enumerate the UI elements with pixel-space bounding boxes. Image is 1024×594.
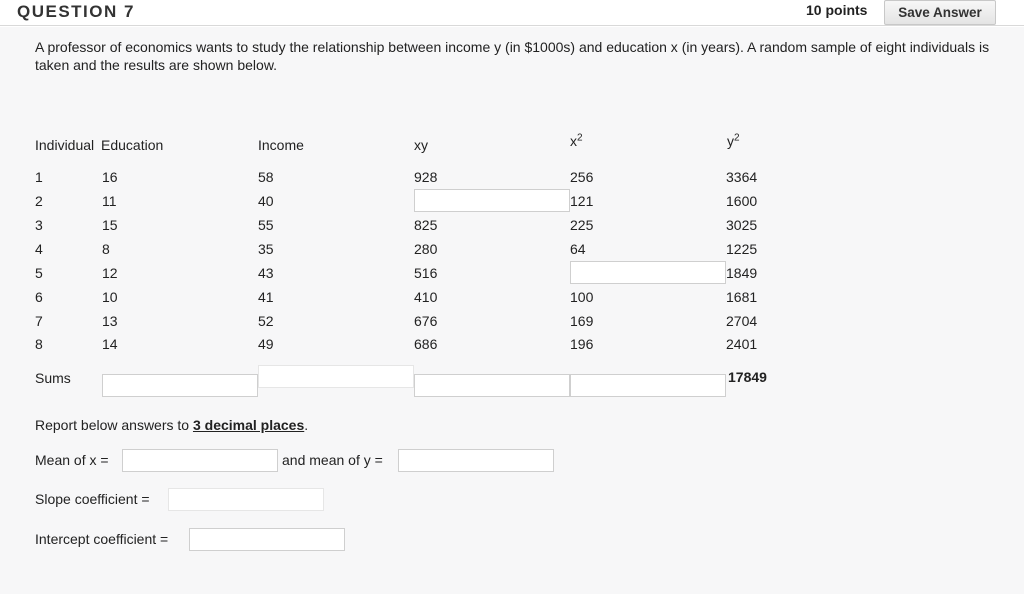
question-title: QUESTION 7 bbox=[17, 2, 135, 21]
row6-xy: 410 bbox=[414, 289, 438, 305]
row1-education: 16 bbox=[102, 169, 118, 185]
row6-income: 41 bbox=[258, 289, 274, 305]
row8-education: 14 bbox=[102, 336, 118, 352]
row5-education: 12 bbox=[102, 265, 118, 281]
row2-x-squared: 121 bbox=[570, 193, 594, 209]
sum-income-input[interactable] bbox=[258, 365, 414, 388]
row7-xy: 676 bbox=[414, 313, 438, 329]
row3-y-squared: 3025 bbox=[726, 217, 758, 233]
row1-y-squared: 3364 bbox=[726, 169, 758, 185]
header-y-squared-exp: 2 bbox=[734, 132, 740, 144]
row8-individual: 8 bbox=[35, 336, 43, 352]
header-y-squared-base: y bbox=[727, 133, 734, 149]
points-label: 10 points bbox=[806, 2, 868, 18]
mean-y-label: and mean of y = bbox=[282, 452, 383, 468]
row8-x-squared: 196 bbox=[570, 336, 594, 352]
report-intro-prefix: Report below answers to bbox=[35, 417, 193, 433]
row6-x-squared: 100 bbox=[570, 289, 594, 305]
row2-xy-input[interactable] bbox=[414, 189, 570, 212]
intercept-input[interactable] bbox=[189, 528, 345, 551]
row5-individual: 5 bbox=[35, 265, 43, 281]
row7-income: 52 bbox=[258, 313, 274, 329]
row3-education: 15 bbox=[102, 217, 118, 233]
row2-y-squared: 1600 bbox=[726, 193, 758, 209]
row4-xy: 280 bbox=[414, 241, 438, 257]
row8-income: 49 bbox=[258, 336, 274, 352]
mean-x-label: Mean of x = bbox=[35, 452, 109, 468]
row4-education: 8 bbox=[102, 241, 110, 257]
row2-education: 11 bbox=[102, 193, 117, 209]
header-y-squared bbox=[727, 133, 740, 149]
header-income: Income bbox=[258, 137, 304, 153]
row3-xy: 825 bbox=[414, 217, 438, 233]
row1-individual: 1 bbox=[35, 169, 43, 185]
decimal-places-emphasis: 3 decimal places bbox=[192, 417, 305, 433]
row6-individual: 6 bbox=[35, 289, 43, 305]
question-content bbox=[0, 27, 1024, 594]
row4-x-squared: 64 bbox=[570, 241, 586, 257]
header-xy: xy bbox=[414, 137, 428, 153]
report-instructions bbox=[35, 417, 308, 433]
intercept-label: Intercept coefficient = bbox=[35, 531, 169, 547]
row3-income: 55 bbox=[258, 217, 274, 233]
report-intro-suffix: . bbox=[304, 417, 309, 433]
row4-y-squared: 1225 bbox=[726, 241, 758, 257]
row8-y-squared: 2401 bbox=[726, 336, 758, 352]
row2-individual: 2 bbox=[35, 193, 43, 209]
header-x-squared bbox=[570, 133, 583, 149]
header-education: Education bbox=[101, 137, 164, 153]
row7-individual: 7 bbox=[35, 313, 43, 329]
question-header bbox=[0, 0, 1024, 26]
row6-education: 10 bbox=[102, 289, 118, 305]
row7-x-squared: 169 bbox=[570, 313, 594, 329]
row6-y-squared: 1681 bbox=[726, 289, 758, 305]
sum-x-squared-input[interactable] bbox=[570, 374, 726, 397]
sum-education-input[interactable] bbox=[102, 374, 258, 397]
row7-y-squared: 2704 bbox=[726, 313, 758, 329]
row3-x-squared: 225 bbox=[570, 217, 594, 233]
row1-xy: 928 bbox=[414, 169, 438, 185]
row4-individual: 4 bbox=[35, 241, 43, 257]
question-prompt: A professor of economics wants to study the relationship between income y (in $1000s) and education x (in years). A random sample of eight individuals is taken and the results are shown below. bbox=[35, 39, 990, 73]
header-x-squared-exp: 2 bbox=[577, 132, 583, 144]
row5-y-squared: 1849 bbox=[726, 265, 758, 281]
header-x-squared-base: x bbox=[570, 133, 577, 149]
row7-education: 13 bbox=[102, 313, 118, 329]
row8-xy: 686 bbox=[414, 336, 438, 352]
row1-income: 58 bbox=[258, 169, 274, 185]
mean-x-input[interactable] bbox=[122, 449, 278, 472]
row5-income: 43 bbox=[258, 265, 274, 281]
slope-label: Slope coefficient = bbox=[35, 491, 150, 507]
header-individual: Individual bbox=[35, 137, 95, 153]
row1-x-squared: 256 bbox=[570, 169, 594, 185]
sum-xy-input[interactable] bbox=[414, 374, 570, 397]
row4-income: 35 bbox=[258, 241, 274, 257]
slope-input[interactable] bbox=[168, 488, 324, 511]
save-answer-button[interactable]: Save Answer bbox=[884, 0, 996, 25]
row2-income: 40 bbox=[258, 193, 274, 209]
row5-xy: 516 bbox=[414, 265, 438, 281]
row5-x-squared-input[interactable] bbox=[570, 261, 726, 284]
sums-label: Sums bbox=[35, 370, 71, 386]
mean-y-input[interactable] bbox=[398, 449, 554, 472]
sum-y-squared: 17849 bbox=[728, 369, 767, 385]
row3-individual: 3 bbox=[35, 217, 43, 233]
